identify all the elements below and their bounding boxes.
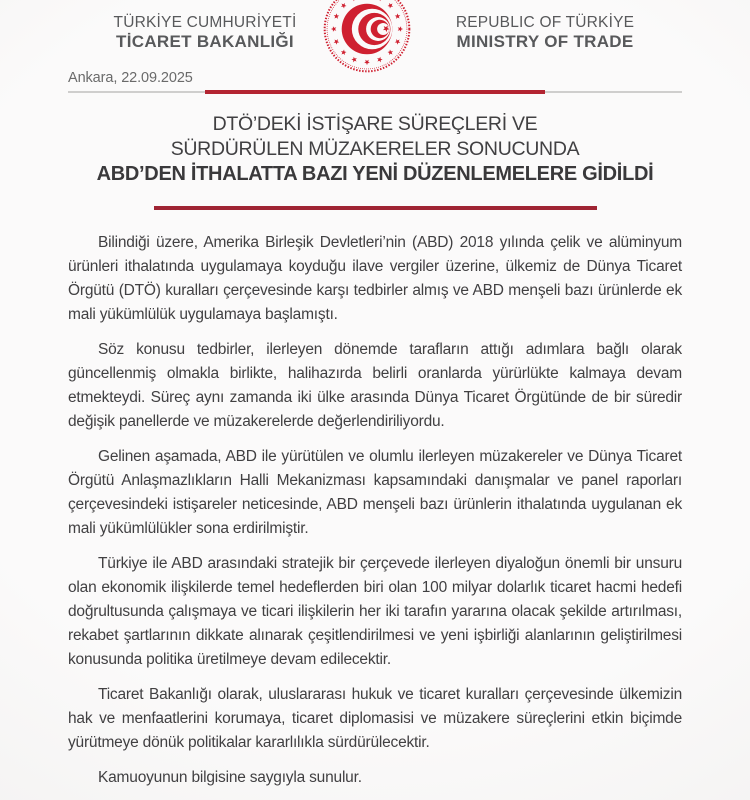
paragraph: Türkiye ile ABD arasındaki stratejik bir çerçevede ilerleyen diyaloğun önemli bir unsuru olan ekonomik ilişkilerde temel hedeflerden biri olan 100 milyar dolarlık ticaret hacmi hedefi doğrultusunda çalışmaya ve ticari ilişkilerin her iki tarafın yararına olacak şekilde artırılması, rekabet şartlarının dikkate alınarak çeşitlendirilmesi ve yeni işbirliği alanlarının geliştirilmesi konusunda politika üretilmeye devam edilecektir. bbox=[68, 555, 682, 668]
org-title-english bbox=[420, 13, 670, 52]
paragraph: Bilindiği üzere, Amerika Birleşik Devletleri’nin (ABD) 2018 yılında çelik ve alüminyum ürünleri ithalatında uygulamaya koyduğu ilave vergiler üzerine, ülkemiz de Dünya Ticaret Örgütü (DTÖ) kuralları çerçevesinde karşı tedbirler almış ve ABD menşeli bazı ürünlerde ek mali yükümlülük uygulamaya başlamıştı. bbox=[68, 234, 682, 323]
headline-line-1: DTÖ’DEKİ İSTİŞARE SÜREÇLERİ VE bbox=[212, 113, 538, 135]
closing-line: Kamuoyunun bilgisine saygıyla sunulur. bbox=[98, 769, 362, 786]
article-body bbox=[68, 231, 682, 790]
headline-underline-bar bbox=[154, 206, 597, 210]
headline-line-2: SÜRDÜRÜLEN MÜZAKERELER SONUCUNDA bbox=[170, 138, 580, 160]
paragraph: Söz konusu tedbirler, ilerleyen dönemde tarafların attığı adımlara bağlı olarak güncellenmiş olmakla birlikte, halihazırda belirli oranlarda yürürlükte kalmaya devam etmekteydi. Süreç aynı zamanda iki ülke arasında Dünya Ticaret Örgütünde de bir süredir değişik panellerde ve müzakerelerde değerlendiriliyordu. bbox=[68, 341, 682, 430]
header-divider-red-accent bbox=[205, 90, 545, 94]
header-divider bbox=[68, 91, 682, 93]
org-title-turkish bbox=[80, 13, 330, 52]
dateline: Ankara, 22.09.2025 bbox=[68, 70, 193, 86]
headline-line-3: ABD’DEN İTHALATTA BAZI YENİ DÜZENLEMELERE GİDİLDİ bbox=[96, 163, 654, 185]
ministry-of-trade-emblem-icon bbox=[321, 0, 413, 75]
org-title-english-line1: REPUBLIC OF TÜRKİYE bbox=[455, 14, 635, 31]
paragraph: Ticaret Bakanlığı olarak, uluslararası hukuk ve ticaret kuralları çerçevesinde ülkemizin hak ve menfaatlerini korumaya, ticaret diplomasisi ve müzakere süreçlerini etkin biçimde yürütmeye dönük politikalar kararlılıkla sürdürülecektir. bbox=[68, 686, 682, 751]
org-title-turkish-line1: TÜRKİYE CUMHURİYETİ bbox=[113, 14, 297, 31]
headline bbox=[0, 112, 750, 187]
org-title-turkish-line2: TİCARET BAKANLIĞI bbox=[116, 32, 294, 51]
org-title-english-line2: MINISTRY OF TRADE bbox=[456, 32, 634, 51]
paragraph: Gelinen aşamada, ABD ile yürütülen ve olumlu ilerleyen müzakereler ve Dünya Ticaret Örgütü Anlaşmazlıkların Halli Mekanizması kapsamındaki danışmalar ve panel raporları çerçevesindeki istişareler neticesinde, ABD menşeli bazı ürünlerin ithalatında uygulanan ek mali yükümlülükler sona erdirilmiştir. bbox=[68, 448, 682, 537]
